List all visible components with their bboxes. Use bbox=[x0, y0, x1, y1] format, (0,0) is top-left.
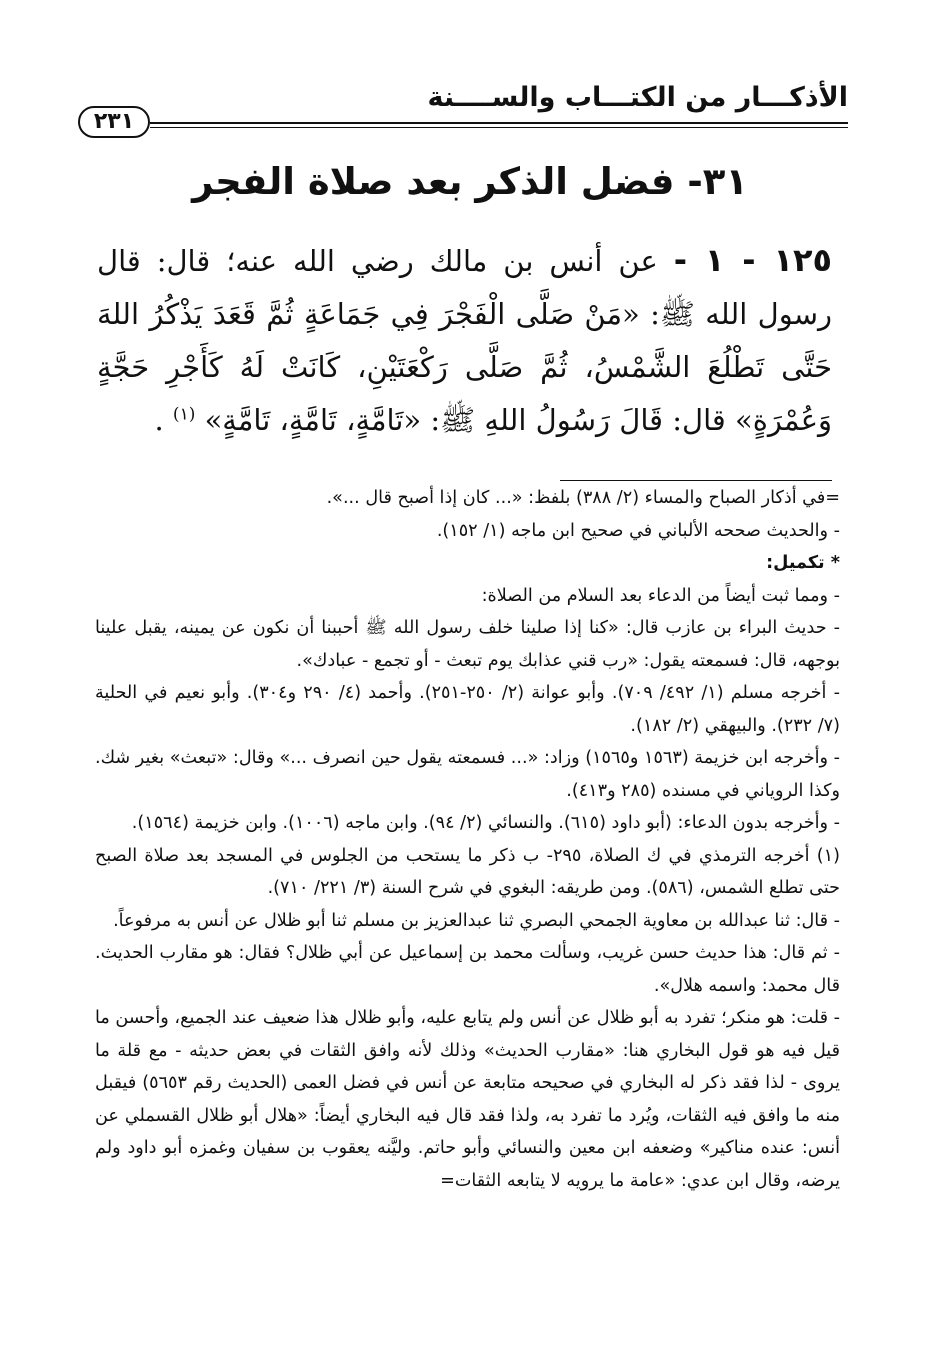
running-header bbox=[78, 82, 848, 142]
page-number: ٢٣١ bbox=[78, 106, 150, 138]
footnote-line: =في أذكار الصباح والمساء (٢/ ٣٨٨) بلفظ: «... كان إذا أصبح قال ...». bbox=[326, 488, 840, 508]
footnote-separator bbox=[560, 480, 832, 481]
footnote-line: - وأخرجه بدون الدعاء: (أبو داود (٦١٥). والنسائي (٢/ ٩٤). وابن ماجه (١٠٠٦). وابن خزيمة (١٥٦٤). bbox=[131, 813, 840, 833]
footnote-line: - والحديث صححه الألباني في صحيح ابن ماجه (١/ ١٥٢). bbox=[436, 520, 840, 541]
hadith-number: ١٢٥ - ١ - bbox=[673, 241, 833, 279]
footnote-line: (١) أخرجه الترمذي في ك الصلاة، ٢٩٥- ب ذكر ما يستحب من الجلوس في المسجد بعد صلاة الصبح حتى تطلع الشمس، (٥٨٦). ومن طريقه: البغوي في شرح السنة (٣/ ٢٢١/ ٧١٠). bbox=[95, 845, 840, 898]
footnote-line: - قلت: هو منكر؛ تفرد به أبو ظلال عن أنس ولم يتابع عليه، وأبو ظلال هذا ضعيف عند الجميع، وأحسن ما قيل فيه هو قول البخاري هنا: «مقارب الحديث» وذلك لأنه وافق الثقات في بعض حديثه - مع قلة ما يروى - لذا فقد ذكر له البخاري في صحيحه متابعة عن أنس في فضل العمى (الحديث رقم ٥٦٥٣) فيقبل منه ما وافق فيه الثقات، ويُرد ما تفرد به، ولذا فقد قال فيه البخاري أيضاً: «هلال أبو ظلال القسملي عن أنس: عنده مناكير» وضعفه ابن معين والنسائي وأبو حاتم. وليَّنه يعقوب بن سفيان وغمزه أبو داود ولم يرضه، وقال ابن عدي: «عامة ما يرويه لا يتابعه الثقات= bbox=[95, 1008, 840, 1191]
footnote-line: - وأخرجه ابن خزيمة (١٥٦٣ و١٥٦٥) وزاد: «... فسمعته يقول حين انصرف ...» وقال: «تبعث» بغير شك. وكذا الروياني في مسنده (٢٨٥ و٤١٣). bbox=[95, 748, 840, 801]
hadith-end: . bbox=[154, 403, 164, 437]
book-title: الأذكـــار من الكتـــاب والســــنة bbox=[427, 82, 848, 113]
footnote-line: - ثم قال: هذا حديث حسن غريب، وسألت محمد بن إسماعيل عن أبي ظلال؟ فقال: هو مقارب الحديث. قال محمد: واسمه هلال». bbox=[95, 943, 840, 996]
chapter-heading: ٣١- فضل الذكر بعد صلاة الفجر bbox=[192, 160, 748, 203]
footnote-line: - حديث البراء بن عازب قال: «كنا إذا صلينا خلف رسول الله ﷺ أحببنا أن نكون عن يمينه، يقبل علينا بوجهه، قال: فسمعته يقول: «رب قني عذابك يوم تبعث - أو تجمع - عبادك». bbox=[95, 618, 840, 671]
header-rule-thin bbox=[150, 127, 848, 128]
footnote-line: - ومما ثبت أيضاً من الدعاء بعد السلام من الصلاة: bbox=[481, 585, 840, 606]
footnote-line: - أخرجه مسلم (١/ ٤٩٢/ ٧٠٩). وأبو عوانة (٢/ ٢٥٠-٢٥١). وأحمد (٤/ ٢٩٠ و٣٠٤). وأبو نعيم في الحلية (٧/ ٢٣٢). والبيهقي (٢/ ١٨٢). bbox=[95, 683, 840, 736]
footnote-line: - قال: ثنا عبدالله بن معاوية الجمحي البصري ثنا عبدالعزيز بن مسلم ثنا أبو ظلال عن أنس به مرفوعاً. bbox=[113, 910, 840, 931]
header-rule bbox=[150, 122, 848, 124]
hadith-text: عن أنس بن مالك رضي الله عنه؛ قال: قال رسول الله ﷺ: «مَنْ صَلَّى الْفَجْرَ فِي جَمَاعَةٍ ثُمَّ قَعَدَ يَذْكُرُ اللهَ حَتَّى تَطْلُعَ الشَّمْسُ، ثُمَّ صَلَّى رَكْعَتَيْنِ، كَانَتْ لَهُ كَأَجْرِ حَجَّةٍ وَعُمْرَةٍ» قال: قَالَ رَسُولُ اللهِ ﷺ: «تَامَّةٍ، تَامَّةٍ، تَامَّةٍ» bbox=[97, 244, 832, 437]
footnote-reference: (١) bbox=[172, 404, 196, 425]
footnotes-block bbox=[95, 482, 840, 1197]
footnote-line: * تكميل: bbox=[766, 553, 840, 573]
hadith-text-block bbox=[97, 234, 832, 447]
